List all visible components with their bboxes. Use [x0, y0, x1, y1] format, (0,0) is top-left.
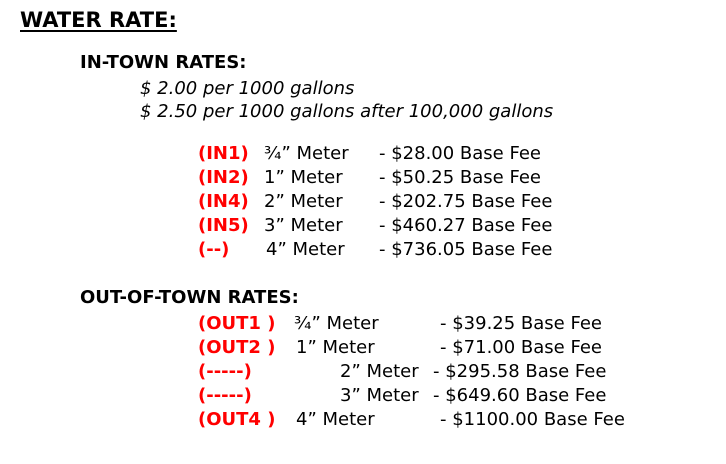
page-title: WATER RATE: [20, 8, 177, 32]
base-fee: - $649.60 Base Fee [433, 385, 607, 406]
meter-code: (-----) [198, 385, 252, 406]
meter-code: (IN2) [198, 167, 249, 188]
meter-code: (IN4) [198, 191, 249, 212]
meter-size: 3” Meter [340, 385, 419, 406]
meter-size: ¾” Meter [294, 313, 379, 334]
base-fee: - $1100.00 Base Fee [440, 409, 625, 430]
meter-code: (-----) [198, 361, 252, 382]
base-fee: - $295.58 Base Fee [433, 361, 607, 382]
in-town-row [0, 166, 726, 190]
meter-size: 2” Meter [340, 361, 419, 382]
out-of-town-heading: OUT-OF-TOWN RATES: [80, 287, 299, 308]
out-of-town-row [0, 408, 726, 432]
meter-size: 2” Meter [264, 191, 343, 212]
out-of-town-row [0, 312, 726, 336]
base-fee: - $39.25 Base Fee [440, 313, 602, 334]
meter-size: ¾” Meter [264, 143, 349, 164]
in-town-row [0, 214, 726, 238]
out-of-town-row [0, 360, 726, 384]
base-fee: - $50.25 Base Fee [379, 167, 541, 188]
in-town-rate-2: $ 2.50 per 1000 gallons after 100,000 gallons [140, 101, 554, 122]
meter-code: (OUT2 ) [198, 337, 276, 358]
base-fee: - $28.00 Base Fee [379, 143, 541, 164]
in-town-heading: IN-TOWN RATES: [80, 52, 247, 73]
in-town-row [0, 190, 726, 214]
meter-code: (IN5) [198, 215, 249, 236]
meter-size: 1” Meter [296, 337, 375, 358]
base-fee: - $71.00 Base Fee [440, 337, 602, 358]
out-of-town-row [0, 384, 726, 408]
meter-size: 3” Meter [264, 215, 343, 236]
base-fee: - $460.27 Base Fee [379, 215, 553, 236]
meter-code: (OUT1 ) [198, 313, 276, 334]
meter-code: (--) [198, 239, 230, 260]
out-of-town-row [0, 336, 726, 360]
base-fee: - $736.05 Base Fee [379, 239, 553, 260]
base-fee: - $202.75 Base Fee [379, 191, 553, 212]
meter-size: 1” Meter [264, 167, 343, 188]
meter-code: (OUT4 ) [198, 409, 276, 430]
meter-code: (IN1) [198, 143, 249, 164]
meter-size: 4” Meter [266, 239, 345, 260]
meter-size: 4” Meter [296, 409, 375, 430]
in-town-rate-1: $ 2.00 per 1000 gallons [140, 78, 355, 99]
in-town-row [0, 142, 726, 166]
in-town-row [0, 238, 726, 262]
